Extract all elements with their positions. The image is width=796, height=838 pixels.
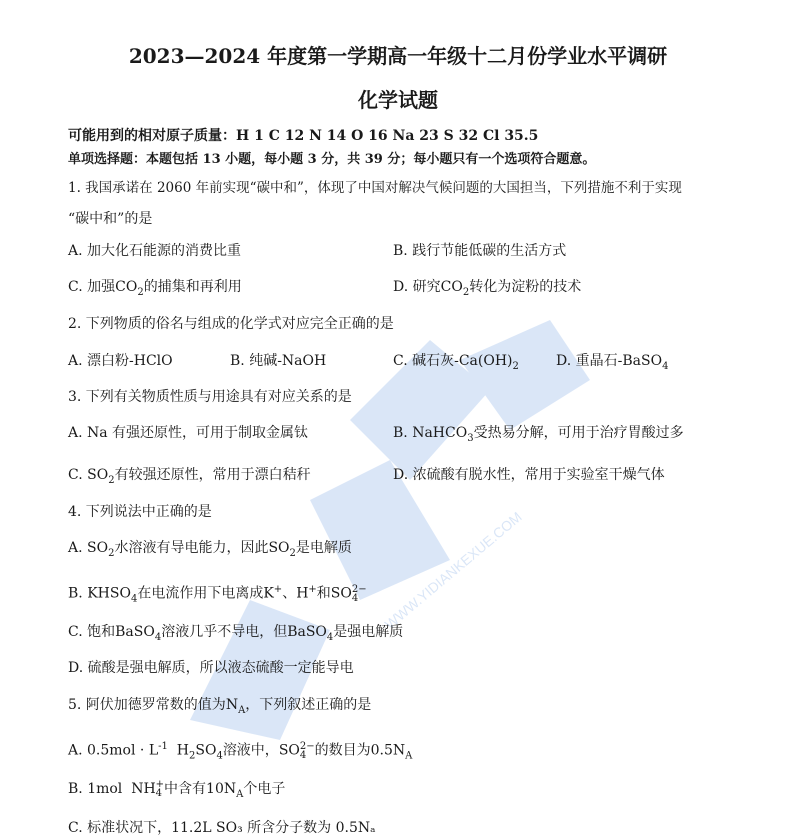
subscript: 4 xyxy=(155,788,163,799)
subscript: A xyxy=(238,704,246,716)
q4-c-middle: 溶液几乎不导电，但 xyxy=(161,624,288,640)
q4-a-suffix: 是电解质 xyxy=(295,540,352,556)
q1-stem-line2: “碳中和”的是 xyxy=(68,211,153,227)
baso-formula: BaSO xyxy=(622,353,663,369)
subscript: A xyxy=(405,750,413,762)
co-text: CO xyxy=(115,279,138,295)
subscript: 2 xyxy=(137,286,144,298)
q5-b-suffix: 个电子 xyxy=(243,781,286,797)
so-formula: SO xyxy=(87,540,109,556)
co2-formula xyxy=(440,279,470,298)
q5-stem xyxy=(68,695,371,721)
superscript: + xyxy=(273,584,283,595)
subscript: 2 xyxy=(512,360,519,372)
superscript: 2− xyxy=(351,583,367,595)
q4-b-middle: 在电流作用下电离成 xyxy=(137,585,264,602)
q1-d-prefix: D. 研究 xyxy=(393,279,441,295)
q1-d-suffix: 转化为淀粉的技术 xyxy=(469,279,582,295)
q4-c-suffix: 是强电解质 xyxy=(333,624,404,640)
q4-stem: 4. 下列说法中正确的是 xyxy=(68,504,212,520)
superscript: + xyxy=(308,584,317,595)
h-symbol: H xyxy=(176,742,189,759)
q5-b-middle: 中含有 xyxy=(164,781,207,797)
subscript: 2 xyxy=(188,750,196,762)
subscript: 2 xyxy=(108,547,115,559)
q2-stem: 2. 下列物质的俗名与组成的化学式对应完全正确的是 xyxy=(68,316,394,332)
subscript: 2 xyxy=(108,474,115,486)
q3-c-suffix: 有较强还原性，常用于漂白秸秆 xyxy=(114,467,311,483)
subscript: 4 xyxy=(216,750,223,762)
subscript: 4 xyxy=(351,592,359,604)
watermark-url: WWW.YIDIANKEXUE.COM xyxy=(381,508,525,633)
co2-formula xyxy=(115,279,144,298)
q3-option-a: A. Na 有强还原性，可用于制取金属钛 xyxy=(68,425,309,441)
q1-option-a: A. 加大化石能源的消费比重 xyxy=(68,243,242,259)
q1-c-prefix: C. 加强 xyxy=(68,279,116,295)
q3-c-prefix: C. xyxy=(68,467,83,483)
q3-option-d: D. 浓硫酸有脱水性，常用于实验室干燥气体 xyxy=(393,467,665,483)
so-formula: SO xyxy=(268,540,290,556)
baso-formula: BaSO xyxy=(287,624,327,640)
subscript: 4 xyxy=(662,360,669,372)
q3-stem: 3. 下列有关物质性质与用途具有对应关系的是 xyxy=(68,389,352,405)
q3-b-prefix: B. xyxy=(393,425,408,441)
subscript: 2 xyxy=(462,286,470,298)
q4-option-d: D. 硫酸是强电解质，所以液态硫酸一定能导电 xyxy=(68,660,354,676)
so-symbol: SO xyxy=(195,742,217,759)
separator: 、 xyxy=(282,585,297,602)
q5-b-prefix: B. 1mol xyxy=(68,781,123,797)
q5-option-a xyxy=(68,737,412,766)
q5-a-suffix: 的数目为 xyxy=(314,742,371,759)
subscript: 4 xyxy=(130,593,138,605)
subscript: 4 xyxy=(326,631,334,643)
so-formula: SO xyxy=(87,467,109,483)
q2-c-prefix: C. 碱石灰- xyxy=(393,353,459,369)
subscript: 4 xyxy=(299,749,307,761)
q5-a-middle: 溶液中， xyxy=(222,742,279,759)
nahco-formula: NaHCO xyxy=(412,425,468,441)
atomic-mass-line: 可能用到的相对原子质量：H 1 C 12 N 14 O 16 Na 23 S 32 Cl 35.5 xyxy=(68,128,539,144)
subscript: A xyxy=(236,788,244,800)
q2-option-c xyxy=(393,351,519,377)
q4-a-middle: 水溶液有导电能力，因此 xyxy=(114,540,269,556)
superscript: 2− xyxy=(299,740,315,752)
q2-option-a: A. 漂白粉-HClO xyxy=(68,353,173,369)
khso-formula: KHSO xyxy=(87,585,131,602)
page-subtitle: 化学试题 xyxy=(358,88,438,112)
baso-formula: BaSO xyxy=(115,624,155,640)
q3-option-b xyxy=(393,423,684,449)
q1-stem-line1: 1. 我国承诺在 2060 年前实现“碳中和”，体现了中国对解决气候问题的大国担当，下列措施不利于实现 xyxy=(68,180,682,196)
q4-c-prefix: C. 饱和 xyxy=(68,624,116,640)
q5-b-value: 10N xyxy=(206,781,237,797)
subscript: 3 xyxy=(467,432,474,444)
q4-option-c xyxy=(68,622,403,648)
ammonium-ion: NH xyxy=(131,781,156,797)
q4-option-a xyxy=(68,538,352,564)
avogadro-symbol: N xyxy=(225,697,239,713)
caoh-formula: Ca(OH) xyxy=(458,353,513,369)
q4-option-b xyxy=(68,580,367,609)
subscript: 2 xyxy=(289,547,296,559)
q5-stem-suffix: ，下列叙述正确的是 xyxy=(245,697,372,713)
q1-c-suffix: 的捕集和再利用 xyxy=(143,279,242,295)
q4-a-prefix: A. xyxy=(68,540,83,556)
q1-option-c xyxy=(68,277,242,303)
and-text: 和 xyxy=(316,585,331,602)
q5-a-value: 0.5N xyxy=(370,742,406,759)
k-ion: K xyxy=(263,585,274,602)
sulfate-ion: SO xyxy=(278,742,300,759)
q2-option-d xyxy=(556,351,668,377)
q1-option-d xyxy=(393,277,581,303)
concentration: 0.5mol · L xyxy=(87,742,159,759)
subscript: 4 xyxy=(154,631,162,643)
sulfate-ion: SO xyxy=(330,585,352,602)
co-text: CO xyxy=(440,279,463,295)
q2-d-prefix: D. 重晶石- xyxy=(556,353,623,369)
q5-a-prefix: A. xyxy=(68,742,83,759)
h-ion: H xyxy=(296,585,309,602)
q3-b-suffix: 受热易分解，可用于治疗胃酸过多 xyxy=(473,425,684,441)
q4-b-prefix: B. xyxy=(68,585,83,602)
superscript: -1 xyxy=(158,741,168,752)
q5-stem-prefix: 5. 阿伏加德罗常数的值为 xyxy=(68,697,226,713)
q5-option-b xyxy=(68,779,285,805)
q5-option-c: C. 标准状况下，11.2L SO₃ 所含分子数为 0.5Nₐ xyxy=(68,820,376,836)
q2-option-b: B. 纯碱-NaOH xyxy=(230,353,327,369)
page-title: 2023—2024 年度第一学期高一年级十二月份学业水平调研 xyxy=(128,44,668,68)
instructions-line: 单项选择题：本题包括 13 小题，每小题 3 分，共 39 分；每小题只有一个选项符合题意。 xyxy=(68,152,596,167)
q1-option-b: B. 践行节能低碳的生活方式 xyxy=(393,243,567,259)
q3-option-c xyxy=(68,465,311,491)
superscript: + xyxy=(155,779,165,790)
